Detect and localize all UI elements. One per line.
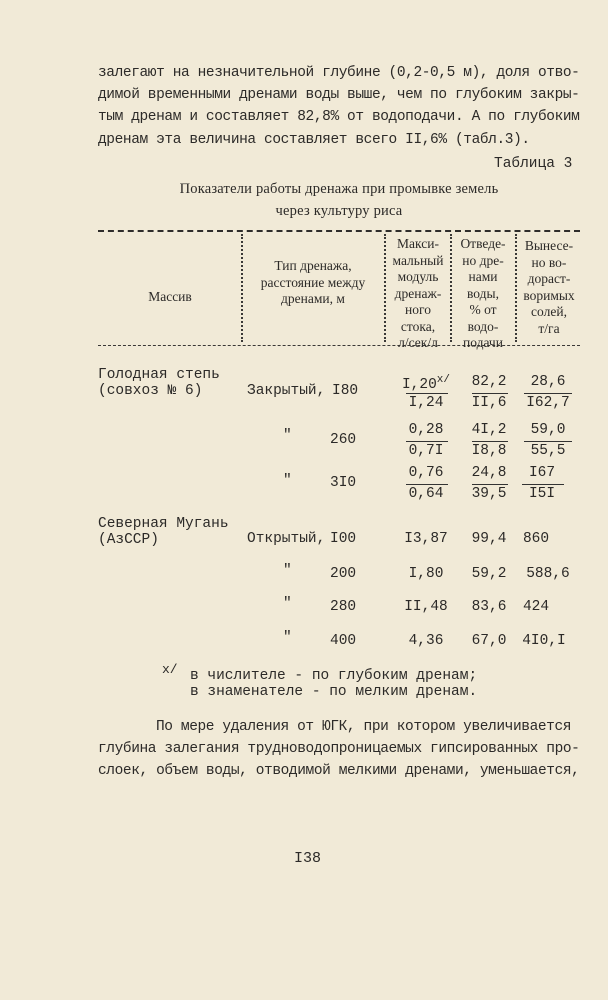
header-max-modulus: Макси- мальный модуль дренаж- ного стока, л/сек/л <box>392 236 444 350</box>
cell-otved: 99,4 <box>471 531 507 547</box>
table-title-line2: через культуру риса <box>275 203 403 219</box>
fraction-bar <box>524 441 572 442</box>
cell-type-ditto: " <box>283 596 292 612</box>
cell-distance: 3I0 <box>330 475 357 491</box>
cell-salt: 4I0,I <box>522 633 566 649</box>
cell-otved: 83,6 <box>471 599 507 615</box>
group-name: (АзССР) <box>98 532 159 548</box>
cell-modul-numerator: 0,76 <box>408 465 444 481</box>
fraction-bar <box>406 484 448 485</box>
cell-otved-denominator: I8,8 <box>471 443 507 459</box>
cell-otved: 67,0 <box>471 633 507 649</box>
paragraph-bottom <box>98 716 580 783</box>
table-title-line1: Показатели работы дренажа при промывке земель <box>179 181 499 197</box>
cell-type-ditto: " <box>283 563 292 579</box>
fraction-bar <box>524 393 572 394</box>
fraction-bar <box>472 484 508 485</box>
cell-salt: 424 <box>522 599 550 615</box>
group-name: Северная Мугань <box>98 516 229 532</box>
cell-salt: 588,6 <box>526 566 570 582</box>
page-number: I38 <box>294 850 322 867</box>
table-top-rule <box>98 230 580 232</box>
cell-modul-denominator: 0,7I <box>408 443 444 459</box>
cell-modul: II,48 <box>404 599 448 615</box>
cell-distance: 200 <box>330 566 357 582</box>
fraction-bar <box>406 393 448 394</box>
cell-salt-numerator: 59,0 <box>530 422 566 438</box>
cell-salt-denominator: I5I <box>528 486 556 502</box>
cell-modul-denominator: 0,64 <box>408 486 444 502</box>
cell-distance: I00 <box>330 531 357 547</box>
cell-modul: 4,36 <box>408 633 444 649</box>
text-line: тым дренам и составляет 82,8% от водоподачи. А по глубоким <box>98 109 580 126</box>
text-line: залегают на незначительной глубине (0,2-0,5 м), доля отво- <box>98 65 580 81</box>
footnote-mark: x/ <box>162 662 178 677</box>
group-name: (совхоз № 6) <box>98 383 203 399</box>
group-name: Голодная степь <box>98 367 220 383</box>
header-salts-removed: Вынесе- но во- дораст- воримых солей, т/га <box>523 238 575 336</box>
header-water-removed: Отведе- но дре- нами воды, % от водо- подачи <box>460 236 506 350</box>
cell-type-ditto: " <box>283 630 292 646</box>
cell-type: Закрытый, <box>247 383 326 399</box>
cell-salt-numerator: I67 <box>528 465 556 481</box>
cell-distance: 260 <box>330 432 357 448</box>
cell-salt-numerator: 28,6 <box>530 374 566 390</box>
text-line: глубина залегания трудноводопроницаемых гипсированных про- <box>98 741 580 758</box>
cell-modul-numerator: $I,20^{x/}$ <box>401 374 450 393</box>
text-line: слоек, объем воды, отводимой мелкими дренами, уменьшается, <box>98 763 580 780</box>
fraction-bar <box>406 441 448 442</box>
fraction-bar <box>472 393 508 394</box>
header-drainage-type: Тип дренажа, расстояние между дренами, м <box>260 258 366 306</box>
text-line: По мере удаления от ЮГК, при котором увеличивается <box>156 719 572 735</box>
cell-distance: I80 <box>332 383 359 399</box>
cell-otved-denominator: II,6 <box>471 395 507 411</box>
cell-salt: 860 <box>522 531 550 547</box>
cell-type-ditto: " <box>283 428 292 444</box>
cell-modul-denominator: I,24 <box>408 395 444 411</box>
cell-otved: 59,2 <box>471 566 507 582</box>
cell-type: Открытый, <box>247 531 326 547</box>
text-line: димой временными дренами воды выше, чем по глубоким закры- <box>98 87 580 104</box>
cell-otved-denominator: 39,5 <box>471 486 507 502</box>
cell-salt-denominator: 55,5 <box>530 443 566 459</box>
fraction-bar <box>522 484 564 485</box>
text-line: дренам эта величина составляет всего II,6% (табл.3). <box>98 131 530 148</box>
footnote-line2: в знаменателе - по мелким дренам. <box>190 684 478 700</box>
cell-distance: 280 <box>330 599 357 615</box>
cell-otved-numerator: 82,2 <box>471 374 507 390</box>
cell-otved-numerator: 24,8 <box>471 465 507 481</box>
paragraph-top <box>98 62 580 151</box>
cell-type-ditto: " <box>283 473 292 489</box>
footnote-line1: в числителе - по глубоким дренам; <box>190 668 478 684</box>
fraction-bar <box>472 441 508 442</box>
cell-salt-denominator: I62,7 <box>526 395 570 411</box>
cell-modul: I,80 <box>408 566 444 582</box>
cell-otved-numerator: 4I,2 <box>471 422 507 438</box>
cell-distance: 400 <box>330 633 357 649</box>
cell-modul: I3,87 <box>404 531 448 547</box>
cell-modul-numerator: 0,28 <box>408 422 444 438</box>
table-label: Таблица 3 <box>494 156 573 172</box>
header-massiv: Массив <box>148 289 192 304</box>
